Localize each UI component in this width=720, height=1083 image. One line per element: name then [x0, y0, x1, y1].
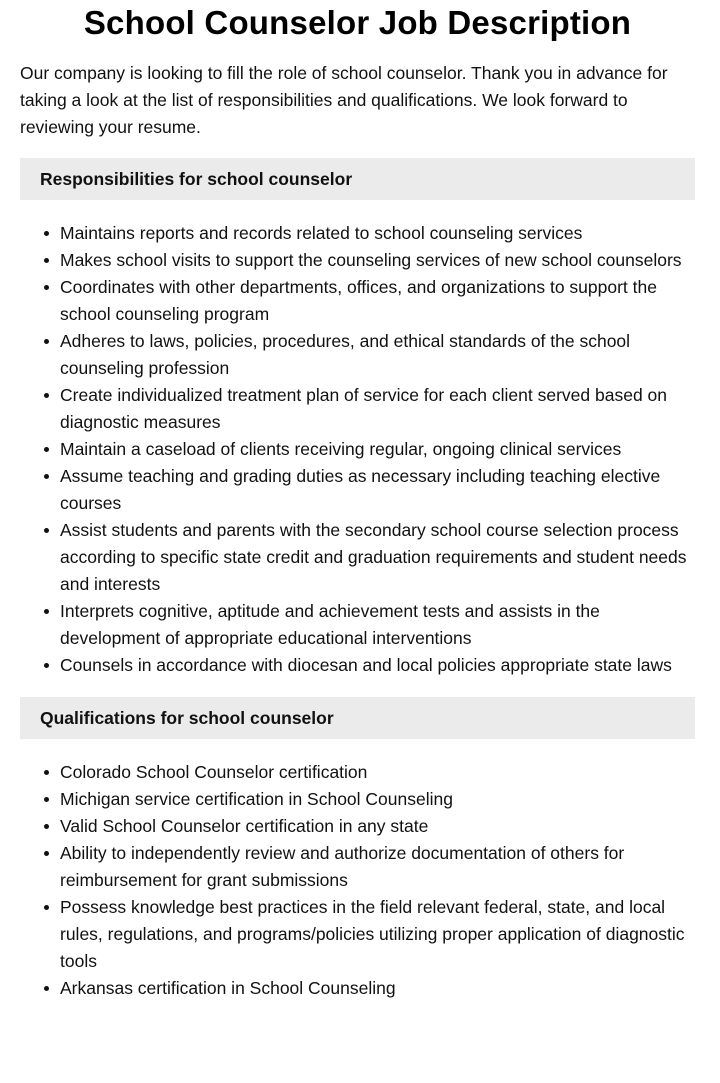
bullet-icon	[44, 231, 49, 236]
bullet-icon	[44, 285, 49, 290]
bullet-icon	[44, 474, 49, 479]
bullet-icon	[44, 851, 49, 856]
bullet-icon	[44, 447, 49, 452]
responsibilities-list	[20, 220, 695, 679]
qualifications-list	[20, 759, 695, 1002]
bullet-icon	[44, 609, 49, 614]
bullet-icon	[44, 663, 49, 668]
list-item: Ability to independently review and authorize documentation of others for reimbursement for grant submissions	[60, 840, 695, 894]
list-item: Makes school visits to support the counseling services of new school counselors	[60, 247, 695, 274]
bullet-icon	[44, 393, 49, 398]
list-item: Maintains reports and records related to school counseling services	[60, 220, 695, 247]
intro-paragraph: Our company is looking to fill the role of school counselor. Thank you in advance for taking a look at the list of responsibilities and qualifications. We look forward to reviewing your resume.	[20, 63, 668, 137]
list-item: Assist students and parents with the secondary school course selection process according to specific state credit and graduation requirements and student needs and interests	[60, 517, 695, 598]
list-item: Coordinates with other departments, offices, and organizations to support the school counseling program	[60, 274, 695, 328]
list-item: Arkansas certification in School Counseling	[60, 975, 695, 1002]
bullet-icon	[44, 770, 49, 775]
list-item: Michigan service certification in School Counseling	[60, 786, 695, 813]
list-item: Valid School Counselor certification in any state	[60, 813, 695, 840]
list-item: Colorado School Counselor certification	[60, 759, 695, 786]
list-item: Possess knowledge best practices in the field relevant federal, state, and local rules, regulations, and programs/policies utilizing proper application of diagnostic tools	[60, 894, 695, 975]
list-item: Interprets cognitive, aptitude and achievement tests and assists in the development of appropriate educational interventions	[60, 598, 695, 652]
responsibilities-heading: Responsibilities for school counselor	[20, 158, 695, 200]
list-item: Assume teaching and grading duties as necessary including teaching elective courses	[60, 463, 695, 517]
bullet-icon	[44, 905, 49, 910]
list-item: Create individualized treatment plan of service for each client served based on diagnostic measures	[60, 382, 695, 436]
bullet-icon	[44, 797, 49, 802]
page-title: School Counselor Job Description	[83, 4, 632, 41]
bullet-icon	[44, 824, 49, 829]
list-item: Counsels in accordance with diocesan and local policies appropriate state laws	[60, 652, 695, 679]
bullet-icon	[44, 986, 49, 991]
qualifications-heading: Qualifications for school counselor	[20, 697, 695, 739]
bullet-icon	[44, 528, 49, 533]
bullet-icon	[44, 258, 49, 263]
bullet-icon	[44, 339, 49, 344]
list-item: Maintain a caseload of clients receiving regular, ongoing clinical services	[60, 436, 695, 463]
list-item: Adheres to laws, policies, procedures, and ethical standards of the school counseling profession	[60, 328, 695, 382]
